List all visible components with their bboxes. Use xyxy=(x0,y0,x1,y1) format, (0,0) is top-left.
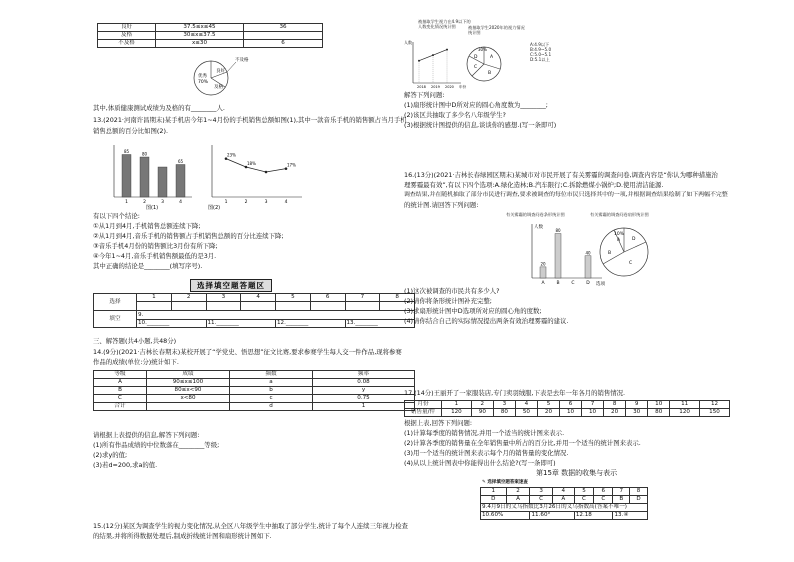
pie-label: 及格 xyxy=(214,85,223,90)
q16-question-0: (1)这次被调查的市民共有多少人? xyxy=(404,287,500,295)
q17-question-1: (1)计算每季度的销售情况,并用一个适当的统计图来表示. xyxy=(404,429,565,437)
pie-label: D xyxy=(632,237,636,242)
month-cell: 8 xyxy=(604,401,626,409)
x-tick-label: 2 xyxy=(143,200,146,205)
fill-row-12[interactable]: 12.________ xyxy=(276,320,346,328)
q14-line1: 14.(9分)(2021·吉林长春期末)某校开展了“学党史、悟思想”征文比赛,要求参赛学生每人交一件作品,现将参赛 xyxy=(93,348,402,356)
sales-cell: 10 xyxy=(582,409,604,417)
month-cell: 7 xyxy=(582,401,604,409)
bar xyxy=(140,157,149,197)
x-tick-label: 2 xyxy=(244,200,248,205)
chapter-heading: 第15章 数据的收集与表示 xyxy=(536,469,618,477)
x-tick-label: 年份 xyxy=(459,85,466,89)
pie-label: 良好 xyxy=(216,69,225,74)
data-point xyxy=(245,166,248,169)
q14-question-0: 请根据上表提供的信息,解答下列问题: xyxy=(93,431,200,439)
answer-cell-11: 11.60° xyxy=(530,512,574,520)
month-cell: 5 xyxy=(537,401,559,409)
q14-table xyxy=(93,370,415,411)
x-tick-label: 1 xyxy=(125,200,128,205)
fill-row-9[interactable]: 9. xyxy=(137,311,415,320)
q14-question-3: (3)若d=200,求a的值. xyxy=(93,461,158,469)
sales-cell: 50 xyxy=(515,409,537,417)
fig16-pie-title: 有关雾霾的调查问卷扇形统计图 xyxy=(590,212,649,217)
q13-conclusion-4: ④今年1~4月,音乐手机销售额最低的是3月. xyxy=(93,252,217,260)
x-tick-label: 3 xyxy=(161,200,164,205)
x-tick-label: A xyxy=(541,281,545,286)
x-axis-label: 选项 xyxy=(596,282,605,287)
q17-question-2: (2)计算各季度的销售量在全年销售量中所占的百分比,并用一个适当的统计图来表示. xyxy=(404,439,641,447)
x-tick-label: C xyxy=(571,281,575,286)
q13-line2: 销售总额的百分比如图(2). xyxy=(93,127,168,135)
pie-label: 70% xyxy=(198,80,209,85)
q12-tail: 其中,体质健康测试成绩为及格的有________人. xyxy=(93,104,225,112)
answer-number: 4 xyxy=(552,488,574,496)
q17-question-0: 根据上表,回答下列问题: xyxy=(404,419,473,427)
fill-row-11[interactable]: 11.________ xyxy=(206,320,276,328)
fig15-pie-title: 被抽取学生2020年的视力情况统计图 xyxy=(468,25,525,35)
pie-label: 不及格 xyxy=(235,58,249,63)
q13-line1: 13.(2021·河南许昌期末)某手机店今年1~4月份的手机销售总额如图(1),其中一款音乐手机的销售额占当月手机 xyxy=(93,116,407,124)
answer-cell[interactable] xyxy=(310,302,345,311)
bar xyxy=(176,165,185,198)
table-row: 合计 d 1 xyxy=(94,403,415,411)
q15-question-1: (1)扇形统计图中D所对应的圆心角度数为________; xyxy=(404,101,548,109)
answer-sheet-table xyxy=(93,293,415,328)
chart-caption: 图(2) xyxy=(208,205,221,211)
month-cell: 12 xyxy=(700,401,730,409)
pie-label: C xyxy=(629,261,633,266)
q16-question-3: (4)请你结合自己的实际情况提出两条有效治理雾霾的建议. xyxy=(404,317,569,325)
pie-label: B xyxy=(608,251,612,256)
data-label: 85 xyxy=(123,149,130,154)
answer-cell-12: 12.18 xyxy=(574,512,613,520)
answer-letter: C xyxy=(530,496,552,504)
answer-cell-13: 13.④ xyxy=(613,512,648,520)
q13-conclusion-0: 有以下四个结论: xyxy=(93,212,140,220)
legend-item: B:4.9~5.0 xyxy=(530,47,552,52)
q16-line-0: 16.(13分)(2021·吉林长春绿园区期末)某城市对市民开展了有关雾霾的调查问卷,调查内容是“你认为哪种措施治 xyxy=(404,171,718,179)
sales-cell: 10 xyxy=(560,409,582,417)
data-label: 80 xyxy=(141,151,148,157)
haze-pie-chart xyxy=(596,222,656,282)
data-point xyxy=(225,157,228,160)
answer-letter: C xyxy=(594,496,613,504)
answer-letter: C xyxy=(574,496,593,504)
series-line xyxy=(226,159,286,172)
table-row: 选择 1 2 3 4 5 6 7 8 xyxy=(94,294,415,302)
x-tick-label: 2019 xyxy=(431,85,440,89)
q16-line-2: 调查结果,并在随机抽取了部分市民进行调查,要求被调查的每位市民只选择其中的一项,并根据调查结果绘制了如下两幅不完整 xyxy=(404,192,728,198)
pie-label: 10% xyxy=(614,232,625,237)
table-row: 等级 成绩 频数 频率 xyxy=(94,371,415,379)
month-cell: 9 xyxy=(626,401,648,409)
y-axis-label: 人数 xyxy=(534,225,543,230)
bar xyxy=(555,234,561,278)
vision-line-chart xyxy=(403,38,465,90)
month-cell: 6 xyxy=(560,401,582,409)
bar xyxy=(540,267,546,278)
y-axis-label: 人数 xyxy=(404,40,412,45)
pencil-icon: ✎ xyxy=(482,480,486,485)
q14-line2: 作品的成绩(单位:分)统计如下. xyxy=(93,358,179,366)
table-row: B 80≤x<90 b y xyxy=(94,387,415,395)
sales-cell: 80 xyxy=(493,409,515,417)
answer-letter: D xyxy=(481,496,507,504)
q17-question-3: (3)用一个适当的统计图来表示每个月的销售量的变化情况. xyxy=(404,449,569,457)
q13-conclusion-1: ①从1月到4月,手机销售总额连续下降; xyxy=(93,222,201,230)
q15-question-2: (2)该区共抽取了多少名八年级学生? xyxy=(404,111,506,119)
q15-question-3: (3)根据统计图提供的信息,谈谈你的感想.(写一条即可) xyxy=(404,121,557,129)
legend-item: A:4.9以下 xyxy=(530,42,550,47)
pie-label: 优秀 xyxy=(198,74,207,79)
answer-number: 6 xyxy=(594,488,613,496)
q17-sales-table xyxy=(404,400,730,417)
q16-line-3: 的统计图.请回答下列问题: xyxy=(404,201,479,209)
sales-cell: 90 xyxy=(471,409,493,417)
answer-number: 3 xyxy=(530,488,552,496)
grade-table xyxy=(97,23,323,48)
table-row: 及格 30≤x≤37.5 xyxy=(98,32,323,40)
answer-number: 5 xyxy=(574,488,593,496)
answer-key-subtitle xyxy=(482,480,528,485)
data-point xyxy=(285,167,288,170)
table-row: 销售量/件 120 90 80 50 20 10 10 20 30 80 120 150 xyxy=(405,409,730,417)
table-row: 不及格 x≤30 6 xyxy=(98,40,323,48)
data-label: 17% xyxy=(287,162,296,168)
data-label: 20 xyxy=(540,261,546,267)
q14-question-2: (2)求y的值; xyxy=(93,451,128,459)
data-label: 80 xyxy=(555,228,561,234)
month-cell: 3 xyxy=(493,401,515,409)
vision-pie-chart xyxy=(460,38,530,90)
table-row: A 90≤x≤100 a 0.08 xyxy=(94,379,415,387)
data-label: 23% xyxy=(227,152,236,158)
answer-number: 1 xyxy=(481,488,507,496)
bar xyxy=(585,256,591,278)
pie-label: C xyxy=(474,65,478,70)
x-tick-label: 2020 xyxy=(445,85,454,89)
sales-cell: 120 xyxy=(442,409,472,417)
data-label: 18% xyxy=(247,161,256,166)
data-label: 65 xyxy=(177,159,184,164)
answer-number: 2 xyxy=(506,488,530,496)
pie-label: B xyxy=(488,71,492,76)
answer-cell[interactable] xyxy=(276,302,311,311)
answer-key-table xyxy=(480,487,648,520)
table-row xyxy=(481,496,648,504)
x-tick-label: 3 xyxy=(264,200,268,205)
x-tick-label: B xyxy=(556,281,560,286)
table-row: 良好 37.5≤x≤45 36 xyxy=(98,24,323,32)
grade-pie-chart xyxy=(176,50,256,100)
sales-cell: 20 xyxy=(537,409,559,417)
data-point xyxy=(265,171,268,174)
table-row: 填空 9. xyxy=(94,311,415,320)
fill-row-13[interactable]: 13.________ xyxy=(345,320,415,328)
legend-item: C:5.0~5.1 xyxy=(530,52,552,57)
q16-question-1: (2)请你将条形统计图补充完整; xyxy=(404,297,492,305)
month-cell: 1 xyxy=(442,401,472,409)
month-cell: 11 xyxy=(670,401,700,409)
q13-conclusion-2: ②从1月到4月,音乐手机的销售额占手机销售总额的百分比连续下降; xyxy=(93,232,284,240)
q16-line-1: 理雾霾最有效”,有以下四个选项:A.绿化造林;B.汽车限行;C.拆除燃煤小锅炉;D.使用清洁能源. xyxy=(404,181,664,189)
x-tick-label: 4 xyxy=(179,200,182,205)
q15-line2: 的结果,并将所得数据处理后,制成折线统计图和扇形统计图如下. xyxy=(93,532,272,540)
answer-cell[interactable] xyxy=(171,302,206,311)
chart-caption: 图(1) xyxy=(146,205,159,211)
table-row xyxy=(481,512,648,520)
month-cell: 4 xyxy=(515,401,537,409)
pie-label: A xyxy=(490,55,494,60)
answer-cell[interactable] xyxy=(137,302,172,311)
q13-conclusion-3: ③音乐手机4月份的销售额比3月份有所下降; xyxy=(93,242,218,250)
section-three-heading: 三、解答题(共4小题,共48分) xyxy=(93,337,177,345)
x-tick-label: D xyxy=(586,281,590,286)
answer-row-9: 9.4月9日的义乌指数比3月26日的义乌指数高(答案不唯一) xyxy=(481,504,648,512)
answer-number: 8 xyxy=(630,488,648,496)
answer-cell-10: 10.60% xyxy=(481,512,530,520)
table-row xyxy=(481,488,648,496)
bar xyxy=(122,155,131,198)
sales-cell: 20 xyxy=(604,409,626,417)
q13-conclusion-5: 其中正确的结论是________(填写序号). xyxy=(93,262,203,270)
fig15-legend xyxy=(530,42,551,62)
table-row: 月份 1 2 3 4 5 6 7 8 9 10 11 12 xyxy=(405,401,730,409)
answer-number: 7 xyxy=(613,488,630,496)
answer-letter: A xyxy=(506,496,530,504)
answer-cell[interactable] xyxy=(241,302,276,311)
fig16-bar-title: 有关雾霾的调查问卷条形统计图 xyxy=(506,212,565,217)
pie-label: A xyxy=(617,238,621,243)
answer-letter: A xyxy=(552,496,574,504)
q17-line: 17.(14分)王丽开了一家服装店,专门卖羽绒服,下表是去年一年各月的销售情况. xyxy=(404,389,626,397)
fill-row-10[interactable]: 10.________ xyxy=(137,320,207,328)
sales-bar-chart xyxy=(100,142,200,212)
answer-cell[interactable] xyxy=(345,302,380,311)
music-percent-line-chart xyxy=(198,142,308,212)
answer-sheet-title: 选择填空题答题区 xyxy=(190,279,272,292)
answer-letter: D xyxy=(630,496,648,504)
q15-question-0: 解答下列问题: xyxy=(404,91,445,99)
q17-question-4: (4)从以上统计图表中你能得出什么结论?(写一条即可) xyxy=(404,459,556,467)
sales-cell: 30 xyxy=(626,409,648,417)
sales-cell: 150 xyxy=(700,409,730,417)
table-row xyxy=(94,320,415,328)
answer-letter: B xyxy=(613,496,630,504)
q16-question-2: (3)求扇形统计图中D选项所对应的圆心角的度数; xyxy=(404,307,542,315)
fig15-line-title: 被抽取学生视力在4.9以下的人数变化情况统计图 xyxy=(418,19,471,29)
x-tick-label: 1 xyxy=(224,200,228,205)
pie-label: D xyxy=(474,55,478,60)
x-tick-label: 2018 xyxy=(417,85,426,89)
table-row xyxy=(481,504,648,512)
q14-question-1: (1)所有作品成绩的中位数落在________等级; xyxy=(93,441,220,449)
month-cell: 2 xyxy=(471,401,493,409)
table-row: C x<80 c 0.75 xyxy=(94,395,415,403)
q15-line1: 15.(12分)某区为调查学生的视力变化情况,从全区八年级学生中抽取了部分学生,统计了每个人连续三年视力检查 xyxy=(93,522,408,530)
answer-key-subtitle-text: 选择填空题答案速查 xyxy=(487,480,528,485)
pie-label: 30% xyxy=(478,47,487,52)
x-tick-label: 4 xyxy=(284,200,288,205)
data-label: 40 xyxy=(585,250,591,256)
month-cell: 10 xyxy=(648,401,670,409)
sales-cell: 120 xyxy=(670,409,700,417)
bar xyxy=(158,167,167,197)
sales-cell: 80 xyxy=(648,409,670,417)
legend-item: D:5.1以上 xyxy=(530,57,550,62)
answer-cell[interactable] xyxy=(206,302,241,311)
table-row xyxy=(94,302,415,311)
